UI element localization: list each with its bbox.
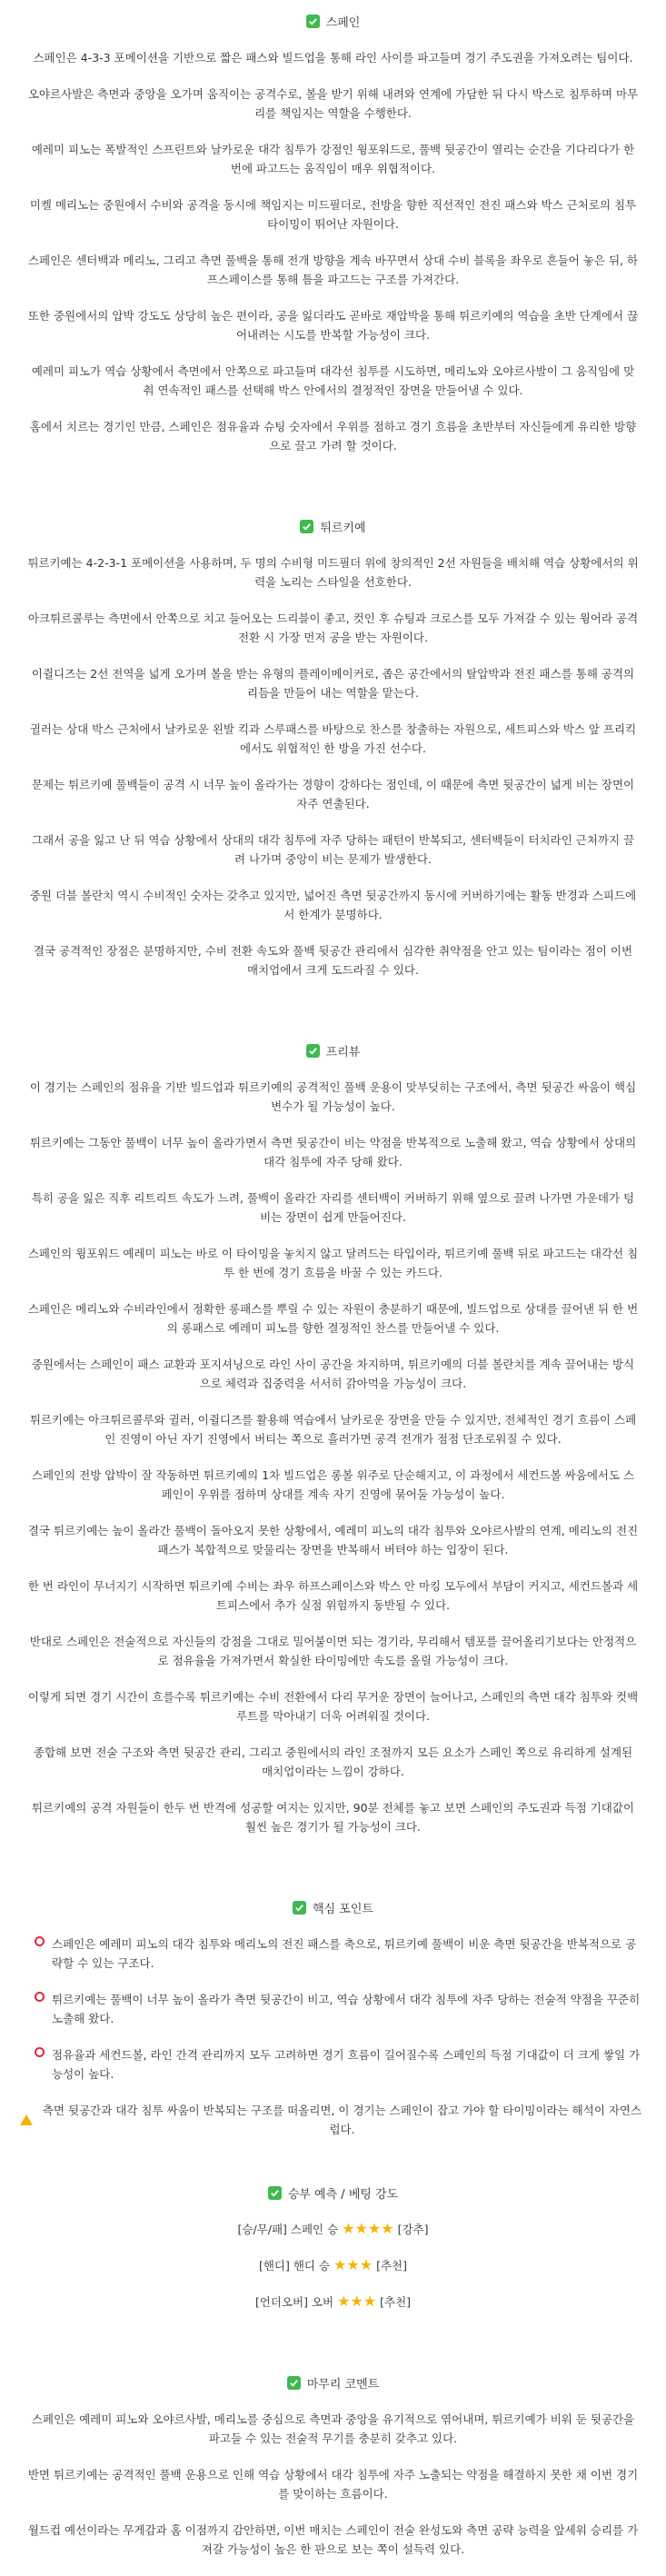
- paragraph: 튀르키예는 그동안 풀백이 너무 높이 올라가면서 측면 뒷공간이 비는 약점을 반복적으로 노출해 왔고, 역습 상황에서 상대의 대각 침투에 자주 당해 왔다.: [29, 1136, 637, 1169]
- section-heading: [20, 505, 646, 535]
- section-spain: [20, 0, 646, 455]
- red-circle-icon: [35, 1936, 45, 1946]
- section-heading: [20, 1029, 646, 1059]
- section-title: 프리뷰: [325, 1046, 361, 1059]
- section-heading: [20, 2362, 646, 2392]
- spacer: [20, 2139, 646, 2172]
- key-point-item: [20, 2045, 646, 2084]
- check-icon: [300, 520, 313, 533]
- section-title: 승부 예측 / 베팅 강도: [287, 2188, 399, 2202]
- paragraph: 반면 튀르키예는 공격적인 풀백 운용으로 인해 역습 상황에서 대각 침투에 자주 노출되는 약점을 해결하지 못한 채 이번 경기를 맞이하는 흐름이다.: [27, 2468, 639, 2501]
- spacer: [20, 997, 646, 1029]
- paragraph: 스페인의 윙포워드 예레미 피노는 바로 이 타이밍을 놓치지 않고 달려드는 타입이라, 튀르키예 풀백 뒤로 파고드는 대각선 침투 한 번에 경기 흐름을 바꿀 수 있는 카드다.: [27, 1247, 639, 1279]
- paragraph: 이쥘디즈는 2선 전역을 넓게 오가며 볼을 받는 유형의 플레이메이커로, 좁은 공간에서의 탈압박과 전진 패스를 통해 공격의 리듬을 만들어 내는 역할을 맡는다.: [31, 667, 635, 700]
- warning-note: [20, 2101, 646, 2139]
- paragraph: 귈러는 상대 박스 근처에서 날카로운 왼발 킥과 스루패스를 바탕으로 찬스를 창출하는 자원으로, 세트피스와 박스 앞 프리킥에서도 위협적인 한 방을 가진 선수다.: [29, 722, 637, 755]
- key-point-text: 스페인은 예레미 피노의 대각 침투와 메리노의 전진 패스를 축으로, 튀르키예 풀백이 비운 측면 뒷공간을 반복적으로 공략할 수 있는 구조다.: [52, 1937, 637, 1970]
- section-preview: [20, 1029, 646, 1836]
- red-circle-icon: [35, 1992, 45, 2002]
- star-icon: ★: [359, 2256, 373, 2273]
- paragraph: 스페인은 메리노와 수비라인에서 정확한 롱패스를 뿌릴 수 있는 자원이 충분하기 때문에, 빌드업으로 상대를 끌어낸 뒤 한 번의 롱패스로 예레미 피노를 향한 결정적인 찬스를 만들어낼 수 있다.: [27, 1302, 639, 1335]
- paragraph: 그래서 공을 잃고 난 뒤 역습 상황에서 상대의 대각 침투에 자주 당하는 패턴이 반복되고, 센터백들이 터치라인 근처까지 끌려 나가며 중앙이 비는 문제가 발생한다.: [31, 833, 635, 866]
- bet-row: [20, 2293, 646, 2312]
- bet-strength: [추천]: [376, 2259, 407, 2273]
- check-icon: [287, 2376, 301, 2390]
- bet-strength: [추천]: [380, 2295, 412, 2309]
- section-title: 핵심 포인트: [313, 1903, 373, 1916]
- section-heading: [20, 2172, 646, 2202]
- paragraph: 중원에서는 스페인이 패스 교환과 포지셔닝으로 라인 사이 공간을 차지하며, 튀르키예의 더블 볼란치를 계속 끌어내는 방식으로 체력과 집중력을 서서히 갉아먹을 가능성이 크다.: [31, 1358, 635, 1390]
- paragraph: 스페인은 센터백과 메리노, 그리고 측면 풀백을 통해 전개 방향을 계속 바꾸면서 상대 수비 블록을 좌우로 흔들어 놓은 뒤, 하프스페이스를 통해 틈을 파고드는 구조를 가져간다.: [27, 254, 639, 286]
- key-point-item: [20, 1990, 646, 2028]
- bet-row: [20, 2256, 646, 2275]
- spacer: [20, 2329, 646, 2362]
- star-icon: ★: [337, 2293, 351, 2310]
- check-icon: [268, 2186, 282, 2200]
- paragraph: 튀르키예는 4-2-3-1 포메이션을 사용하며, 두 명의 수비형 미드필더 위에 창의적인 2선 자원들을 배치해 역습 상황에서의 위력을 노리는 스타일을 선호한다.: [27, 556, 639, 589]
- warning-icon: [20, 2114, 33, 2125]
- section-heading: [20, 0, 646, 30]
- star-rating: [337, 2293, 376, 2312]
- spacer: [20, 472, 646, 505]
- bet-label: [핸디] 핸디 승: [258, 2259, 331, 2273]
- paragraph: 아크튀르콜루는 측면에서 안쪽으로 치고 들어오는 드리블이 좋고, 컷인 후 슈팅과 크로스를 모두 가져갈 수 있는 윙어라 공격 전환 시 가장 먼저 공을 받는 자원이다.: [27, 612, 639, 644]
- red-circle-icon: [35, 2047, 45, 2057]
- star-icon: ★: [367, 2220, 382, 2237]
- key-point-item: [20, 1934, 646, 1973]
- paragraph: 결국 튀르키예는 높이 올라간 풀백이 돌아오지 못한 상황에서, 예레미 피노의 대각 침투와 오야르사발의 연계, 메리노의 전진 패스가 복합적으로 맞물리는 장면을 반복해서 버텨야 하는 입장이 된다.: [27, 1524, 639, 1557]
- check-icon: [293, 1901, 306, 1915]
- paragraph: 오야르사발은 측면과 중앙을 오가며 움직이는 공격수로, 볼을 받기 위해 내려와 연계에 가담한 뒤 다시 박스로 침투하며 마무리를 책임지는 역할을 수행한다.: [27, 87, 639, 120]
- paragraph: 예레미 피노가 역습 상황에서 측면에서 안쪽으로 파고들며 대각선 침투를 시도하면, 메리노와 오야르사발이 그 움직임에 맞춰 연속적인 패스를 선택해 박스 안에서의 결정적인 장면을 만들어낼 수 있다.: [31, 364, 635, 397]
- paragraph: 스페인의 전방 압박이 잘 작동하면 튀르키예의 1차 빌드업은 롱볼 위주로 단순해지고, 이 과정에서 세컨드볼 싸움에서도 스페인이 우위를 점하며 상대를 계속 자기 진영에 묶어둘 가능성이 높다.: [31, 1468, 635, 1501]
- paragraph: 홈에서 치르는 경기인 만큼, 스페인은 점유율과 슈팅 숫자에서 우위를 점하고 경기 흐름을 초반부터 자신들에게 유리한 방향으로 끌고 가려 할 것이다.: [29, 420, 637, 453]
- star-rating: [342, 2220, 393, 2239]
- paragraph: 튀르키예는 아크튀르콜루와 귈러, 이쥘디즈를 활용해 역습에서 날카로운 장면을 만들 수 있지만, 전체적인 경기 흐름이 스페인 진영이 아닌 자기 진영에서 버티는 쪽으로 흘러가면 공격 전개가 점점 단조로워질 수 있다.: [29, 1413, 637, 1446]
- paragraph: 한 번 라인이 무너지기 시작하면 튀르키예 수비는 좌우 하프스페이스와 박스 안 마킹 모두에서 부담이 커지고, 세컨드볼과 세트피스에서 추가 실점 위험까지 동반될 수 있다.: [27, 1579, 639, 1612]
- paragraph: 이렇게 되면 경기 시간이 흐를수록 튀르키예는 수비 전환에서 다리 무거운 장면이 늘어나고, 스페인의 측면 대각 침투와 컷백 루트를 막아내기 더욱 어려워질 것이다.: [27, 1690, 639, 1723]
- check-icon: [306, 15, 320, 28]
- star-icon: ★: [381, 2220, 394, 2237]
- bet-label: [승/무/패] 스페인 승: [237, 2223, 339, 2236]
- paragraph: 예레미 피노는 폭발적인 스프린트와 날카로운 대각 침투가 강점인 윙포워드로, 풀백 뒷공간이 열리는 순간을 기다리다가 한 번에 파고드는 움직임이 매우 위협적이다.: [31, 143, 635, 175]
- check-icon: [306, 1044, 320, 1058]
- paragraph: 미켈 메리노는 중원에서 수비와 공격을 동시에 책임지는 미드필더로, 전방을 향한 직선적인 전진 패스와 박스 근처로의 침투 타이밍이 뛰어난 자원이다.: [29, 198, 637, 231]
- bet-strength: [강추]: [397, 2223, 429, 2236]
- paragraph: 종합해 보면 전술 구조와 측면 뒷공간 관리, 그리고 중원에서의 라인 조절까지 모든 요소가 스페인 쪽으로 유리하게 설계된 매치업이라는 느낌이 강하다.: [33, 1746, 633, 1778]
- paragraph: 문제는 튀르키예 풀백들이 공격 시 너무 높이 올라가는 경향이 강하다는 점인데, 이 때문에 측면 뒷공간이 넓게 비는 장면이 자주 연출된다.: [31, 778, 635, 811]
- section-betting: [20, 2172, 646, 2312]
- key-point-text: 점유율과 세컨드볼, 라인 간격 관리까지 모두 고려하면 경기 흐름이 길어질수록 스페인의 득점 기대값이 더 크게 쌓일 가능성이 높다.: [52, 2048, 641, 2081]
- paragraph: 월드컵 예선이라는 무게감과 홈 이점까지 감안하면, 이번 매치는 스페인이 전술 완성도와 측면 공략 능력을 앞세워 승리를 가져갈 가능성이 높은 한 판으로 보는 쪽이 설득력 있다.: [27, 2523, 639, 2556]
- paragraph: 튀르키예의 공격 자원들이 한두 번 반격에 성공할 여지는 있지만, 90분 전체를 놓고 보면 스페인의 주도권과 득점 기대값이 훨씬 높은 경기가 될 가능성이 크다.: [31, 1801, 635, 1834]
- section-title: 튀르키예: [320, 522, 366, 535]
- star-icon: ★: [350, 2293, 363, 2310]
- section-title: 마무리 코멘트: [306, 2378, 380, 2392]
- bet-row: [20, 2220, 646, 2239]
- section-turkey: [20, 505, 646, 980]
- warning-text: 측면 뒷공간과 대각 침투 싸움이 반복되는 구조를 떠올리면, 이 경기는 스페인이 잡고 가야 할 타이밍이라는 해석이 자연스럽다.: [42, 2104, 642, 2136]
- section-heading: [20, 1886, 646, 1916]
- section-closing: [20, 2362, 646, 2559]
- paragraph: 중원 더블 볼란치 역시 수비적인 숫자는 갖추고 있지만, 넓어진 측면 뒷공간까지 동시에 커버하기에는 활동 반경과 스피드에서 한계가 분명하다.: [29, 889, 637, 921]
- section-key-points: [20, 1886, 646, 2139]
- paragraph: 스페인은 4-3-3 포메이션을 기반으로 짧은 패스와 빌드업을 통해 라인 사이를 파고들며 경기 주도권을 가져오려는 팀이다.: [33, 51, 633, 65]
- key-point-text: 튀르키예는 풀백이 너무 높이 올라가 측면 뒷공간이 비고, 역습 상황에서 대각 침투에 자주 당하는 전술적 약점을 꾸준히 노출해 왔다.: [52, 1993, 641, 2025]
- paragraph: 이 경기는 스페인의 점유율 기반 빌드업과 튀르키예의 공격적인 풀백 운용이 맞부딪히는 구조에서, 측면 뒷공간 싸움이 핵심 변수가 될 가능성이 높다.: [29, 1080, 637, 1113]
- paragraph: 또한 중원에서의 압박 강도도 상당히 높은 편이라, 공을 잃더라도 곧바로 재압박을 통해 튀르키예의 역습을 초반 단계에서 끊어내려는 시도를 반복할 가능성이 크다.: [27, 309, 639, 342]
- star-icon: ★: [354, 2220, 368, 2237]
- star-rating: [333, 2256, 373, 2275]
- spacer: [20, 1854, 646, 1886]
- star-icon: ★: [346, 2256, 360, 2273]
- star-icon: ★: [342, 2220, 355, 2237]
- paragraph: 반대로 스페인은 전술적으로 자신들의 강점을 그대로 밀어붙이면 되는 경기라, 무리해서 템포를 끌어올리기보다는 안정적으로 점유율을 가져가면서 확실한 타이밍에만 속도를 올릴 가능성이 크다.: [29, 1635, 637, 1667]
- star-icon: ★: [363, 2293, 377, 2310]
- section-title: 스페인: [325, 16, 361, 30]
- paragraph: 결국 공격적인 장점은 분명하지만, 수비 전환 속도와 풀백 뒷공간 관리에서 심각한 취약점을 안고 있는 팀이라는 점이 이번 매치업에서 크게 도드라질 수 있다.: [33, 944, 633, 977]
- star-icon: ★: [333, 2256, 347, 2273]
- paragraph: 특히 공을 잃은 직후 리트리트 속도가 느려, 풀백이 올라간 자리를 센터백이 커버하기 위해 옆으로 끌려 나가면 가운데가 텅 비는 장면이 쉽게 만들어진다.: [31, 1191, 635, 1224]
- bet-label: [언더오버] 오버: [254, 2295, 334, 2309]
- paragraph: 스페인은 예레미 피노와 오야르사발, 메리노를 중심으로 측면과 중앙을 유기적으로 엮어내며, 튀르키예가 비워 둔 뒷공간을 파고들 수 있는 전술적 무기를 충분히 갖추고 있다.: [31, 2412, 635, 2445]
